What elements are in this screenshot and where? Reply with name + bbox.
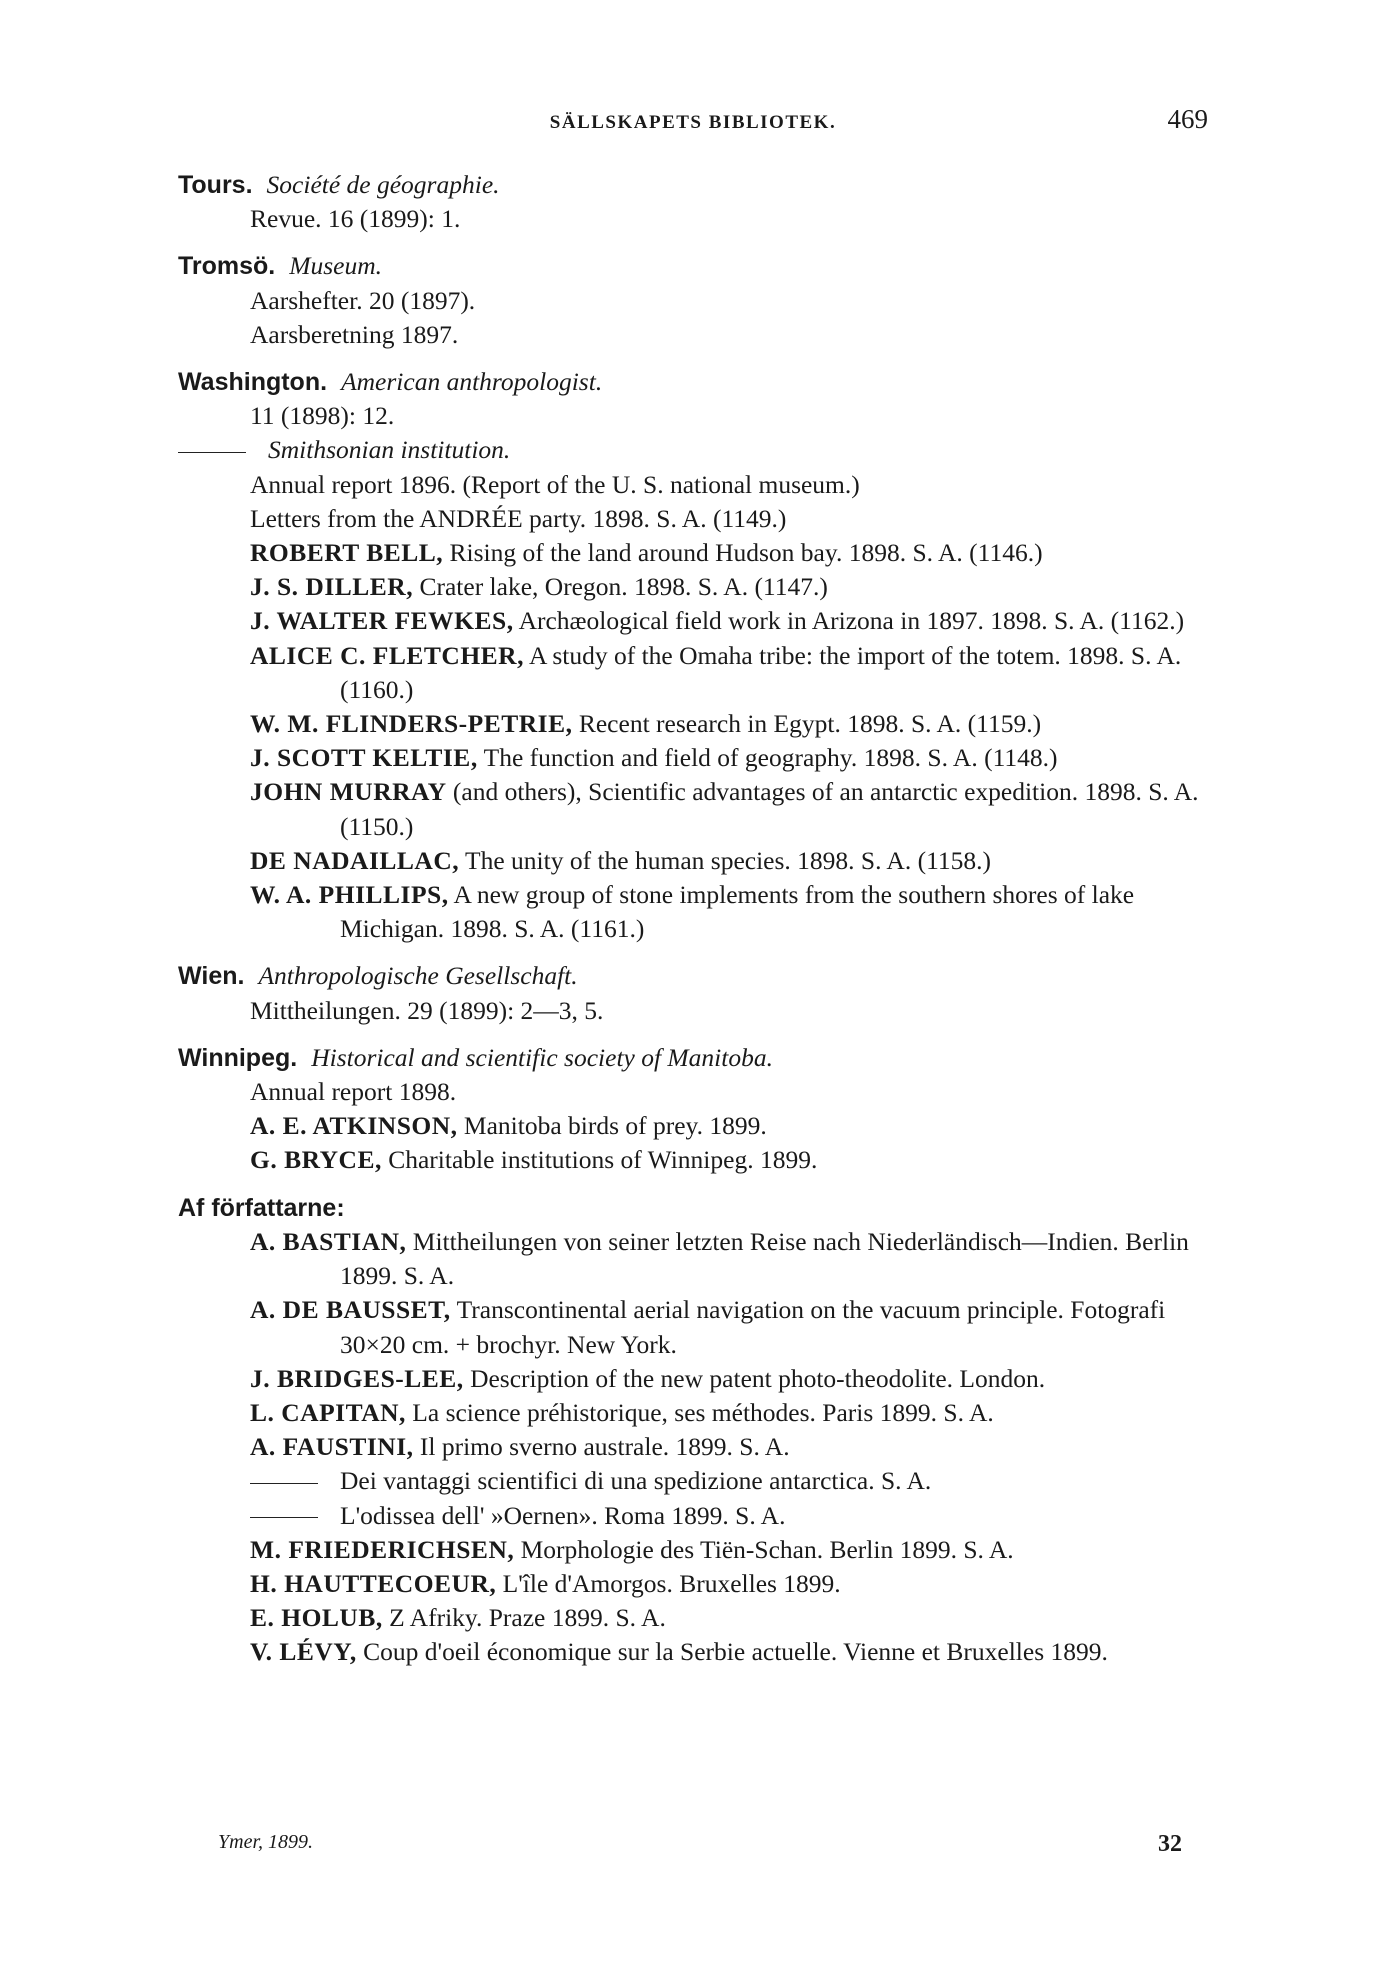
bib-entry bbox=[178, 1362, 1208, 1396]
society-name: Historical and scientific society of Manitoba. bbox=[311, 1042, 773, 1072]
bib-entry bbox=[178, 1533, 1208, 1567]
page-content bbox=[178, 168, 1208, 1683]
ditto-dash bbox=[250, 1517, 318, 1518]
page-number: 469 bbox=[1167, 104, 1208, 134]
author-name: ALICE C. FLETCHER, bbox=[250, 640, 524, 670]
society-name: Société de géographie. bbox=[266, 170, 500, 199]
bib-entry bbox=[178, 1396, 1208, 1430]
bib-text: Archæological field work in Arizona in 1897. 1898. S. A. (1162.) bbox=[518, 606, 1185, 636]
entry-winnipeg bbox=[178, 1041, 1208, 1178]
author-name: L. CAPITAN, bbox=[250, 1397, 406, 1427]
place-name: Tromsö. bbox=[178, 252, 276, 281]
ditto-dash bbox=[178, 452, 246, 453]
place-name: Tours. bbox=[178, 171, 253, 199]
bib-entry bbox=[178, 775, 1208, 843]
bib-text: Recent research in Egypt. 1898. S. A. (1159.) bbox=[578, 709, 1042, 739]
author-name: A. DE BAUSSET, bbox=[250, 1295, 451, 1325]
signature-mark: Ymer, 1899. bbox=[218, 1831, 314, 1853]
bib-entry bbox=[178, 1567, 1208, 1601]
bib-text: Morphologie des Tiën-Schan. Berlin 1899. S. A. bbox=[520, 1534, 1014, 1564]
section-heading: Af författarne: bbox=[178, 1193, 345, 1222]
bib-text: (and others), Scientific advantages of an antarctic expedition. 1898. S. A. (1150.) bbox=[340, 777, 1199, 841]
bib-entry bbox=[178, 878, 1208, 946]
bib-text: The unity of the human species. 1898. S. A. (1158.) bbox=[465, 845, 992, 875]
entry-tours bbox=[178, 168, 1208, 236]
entry-washington bbox=[178, 365, 1208, 946]
author-name: V. LÉVY, bbox=[250, 1637, 357, 1667]
bib-entry bbox=[178, 639, 1208, 707]
author-name: A. E. ATKINSON, bbox=[250, 1111, 458, 1141]
place-name: Wien. bbox=[178, 962, 245, 991]
ditto-dash bbox=[250, 1483, 318, 1484]
author-name: J. BRIDGES-LEE, bbox=[250, 1363, 464, 1393]
author-name: DE NADAILLAC, bbox=[250, 845, 460, 875]
bib-text: Letters from the ANDRÉE party. 1898. S. A. (1149.) bbox=[250, 503, 787, 533]
author-name: J. SCOTT KELTIE, bbox=[250, 743, 478, 773]
bib-entry bbox=[178, 502, 1208, 536]
entry-authors bbox=[178, 1191, 1208, 1670]
bib-entry bbox=[178, 741, 1208, 775]
bib-text: L'odissea dell' »Oernen». Roma 1899. S. A. bbox=[340, 1500, 786, 1530]
bib-entry bbox=[178, 1635, 1208, 1669]
bib-entry bbox=[178, 1430, 1208, 1464]
bib-text: Z Afriky. Praze 1899. S. A. bbox=[389, 1603, 666, 1633]
society-name: Museum. bbox=[289, 251, 383, 281]
holding-line: Revue. 16 (1899): 1. bbox=[250, 204, 461, 234]
author-name: W. A. PHILLIPS, bbox=[250, 880, 449, 910]
bib-text: Description of the new patent photo-theodolite. London. bbox=[470, 1363, 1046, 1393]
place-name: Washington. bbox=[178, 368, 328, 397]
bib-text: Il primo sverno australe. 1899. S. A. bbox=[419, 1432, 790, 1462]
bib-entry bbox=[178, 1143, 1208, 1177]
bib-entry bbox=[178, 468, 1208, 502]
bib-entry-ditto bbox=[178, 1464, 1208, 1498]
author-name: A. FAUSTINI, bbox=[250, 1432, 414, 1462]
author-name: W. M. FLINDERS-PETRIE, bbox=[250, 709, 573, 739]
bib-text: La science préhistorique, ses méthodes. Paris 1899. S. A. bbox=[412, 1397, 994, 1427]
sheet-number: 32 bbox=[1158, 1831, 1182, 1857]
page-footer bbox=[218, 1831, 1182, 1861]
bib-entry-ditto bbox=[178, 1499, 1208, 1533]
bib-entry bbox=[178, 1293, 1208, 1361]
bib-entry bbox=[178, 1225, 1208, 1293]
bib-entry bbox=[178, 1109, 1208, 1143]
holding-line: Aarsberetning 1897. bbox=[250, 319, 459, 349]
author-name: G. BRYCE, bbox=[250, 1145, 382, 1175]
bib-entry bbox=[178, 570, 1208, 604]
entry-tromso bbox=[178, 249, 1208, 352]
bib-text: Transcontinental aerial navigation on the vacuum principle. Fotografi 30×20 cm. + brochyr. New York. bbox=[340, 1295, 1166, 1359]
author-name: M. FRIEDERICHSEN, bbox=[250, 1534, 515, 1564]
bib-text: Coup d'oeil économique sur la Serbie actuelle. Vienne et Bruxelles 1899. bbox=[363, 1637, 1108, 1667]
bib-text: The function and field of geography. 1898. S. A. (1148.) bbox=[483, 743, 1058, 773]
bib-text: Dei vantaggi scientifici di una spedizione antarctica. S. A. bbox=[340, 1466, 932, 1496]
holding-line: Mittheilungen. 29 (1899): 2—3, 5. bbox=[250, 995, 604, 1025]
author-name: J. S. DILLER, bbox=[250, 572, 414, 602]
author-name: E. HOLUB, bbox=[250, 1603, 383, 1633]
running-title: SÄLLSKAPETS BIBLIOTEK. bbox=[549, 112, 837, 133]
author-name: J. WALTER FEWKES, bbox=[250, 606, 514, 636]
bib-entry bbox=[178, 536, 1208, 570]
page-header bbox=[178, 104, 1208, 138]
society-name: Anthropologische Gesellschaft. bbox=[258, 961, 578, 991]
bib-text: A new group of stone implements from the southern shores of lake Michigan. 1898. S. A. (1161.) bbox=[340, 880, 1135, 944]
author-name: H. HAUTTECOEUR, bbox=[250, 1568, 497, 1598]
bib-entry bbox=[178, 1601, 1208, 1635]
bib-entry bbox=[178, 844, 1208, 878]
society-name: Smithsonian institution. bbox=[268, 435, 511, 465]
bib-text: Manitoba birds of prey. 1899. bbox=[463, 1111, 767, 1141]
bib-entry bbox=[178, 1075, 1208, 1109]
bib-text: Charitable institutions of Winnipeg. 1899. bbox=[388, 1145, 818, 1175]
author-name: ROBERT BELL, bbox=[250, 538, 444, 568]
bib-text: Crater lake, Oregon. 1898. S. A. (1147.) bbox=[419, 572, 828, 602]
bib-text: Rising of the land around Hudson bay. 1898. S. A. (1146.) bbox=[449, 538, 1043, 568]
entry-wien bbox=[178, 959, 1208, 1027]
author-name: JOHN MURRAY bbox=[250, 777, 447, 807]
bib-entry bbox=[178, 604, 1208, 638]
bib-text: Annual report 1896. (Report of the U. S. national museum.) bbox=[250, 469, 860, 499]
bib-text: Annual report 1898. bbox=[250, 1077, 457, 1107]
holding-line: 11 (1898): 12. bbox=[250, 401, 395, 431]
place-name: Winnipeg. bbox=[178, 1043, 298, 1072]
holding-line: Aarshefter. 20 (1897). bbox=[250, 285, 476, 315]
bib-text: Mittheilungen von seiner letzten Reise nach Niederländisch—Indien. Berlin 1899. S. A. bbox=[340, 1226, 1189, 1291]
society-name: American anthropologist. bbox=[341, 367, 603, 397]
bib-text: A study of the Omaha tribe: the import of the totem. 1898. S. A. (1160.) bbox=[340, 640, 1182, 704]
bib-text: L'île d'Amorgos. Bruxelles 1899. bbox=[502, 1568, 841, 1598]
ditto-society-line bbox=[178, 433, 1208, 467]
author-name: A. BASTIAN, bbox=[250, 1226, 407, 1256]
bib-entry bbox=[178, 707, 1208, 741]
